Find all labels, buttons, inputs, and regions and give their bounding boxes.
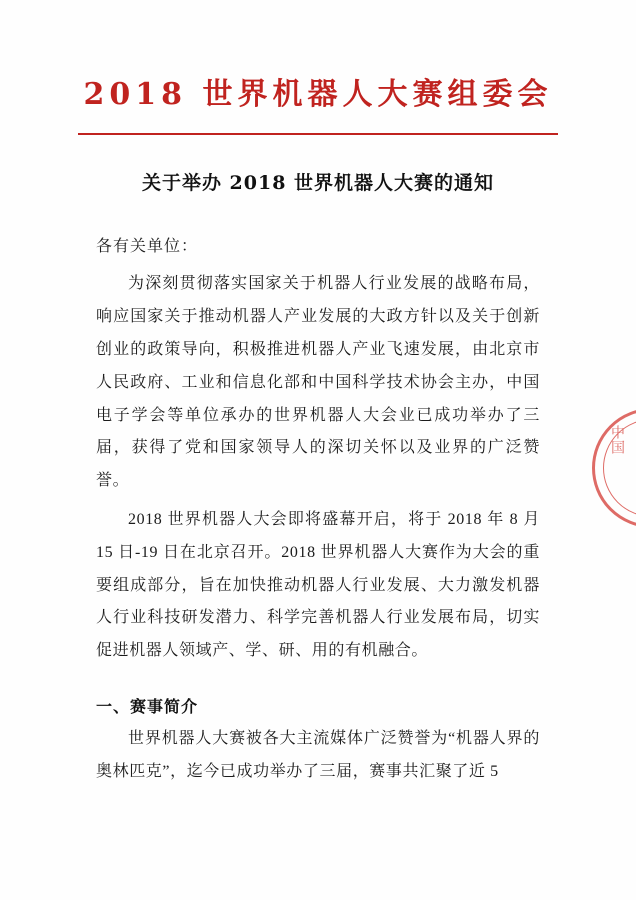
body-paragraph: 世界机器人大赛被各大主流媒体广泛赞誉为“机器人界的奥林匹克”，迄今已成功举办了三届，赛事共汇聚了近 5: [96, 729, 540, 780]
official-seal-stamp: [592, 408, 636, 528]
letterhead-title: 2018 世界机器人大赛组委会: [83, 77, 553, 112]
document-body: [96, 232, 540, 789]
letterhead-divider: [78, 133, 558, 135]
letterhead: [0, 78, 636, 135]
salutation: 各有关单位：: [96, 238, 199, 255]
section-heading: 一、赛事简介: [96, 698, 199, 716]
body-paragraph: 2018 世界机器人大会即将盛幕开启，将于 2018 年 8 月 15 日-19 日在北京召开。2018 世界机器人大赛作为大会的重要组成部分，旨在加快推动机器人行业发展、大力激发机器人行业科技研发潜力、科学完善机器人行业发展布局，切实促进机器人领域产、学、研、用的有机融合。: [96, 510, 540, 660]
seal-text: 中国: [609, 425, 625, 455]
page-title: 关于举办 2018 世界机器人大赛的通知: [141, 172, 495, 194]
body-paragraph: 为深刻贯彻落实国家关于机器人行业发展的战略布局，响应国家关于推动机器人产业发展的大政方针以及关于创新创业的政策导向，积极推进机器人产业飞速发展，由北京市人民政府、工业和信息化部和中国科学技术协会主办，中国电子学会等单位承办的世界机器人大会业已成功举办了三届，获得了党和国家领导人的深切关怀以及业界的广泛赞誉。: [96, 275, 540, 490]
